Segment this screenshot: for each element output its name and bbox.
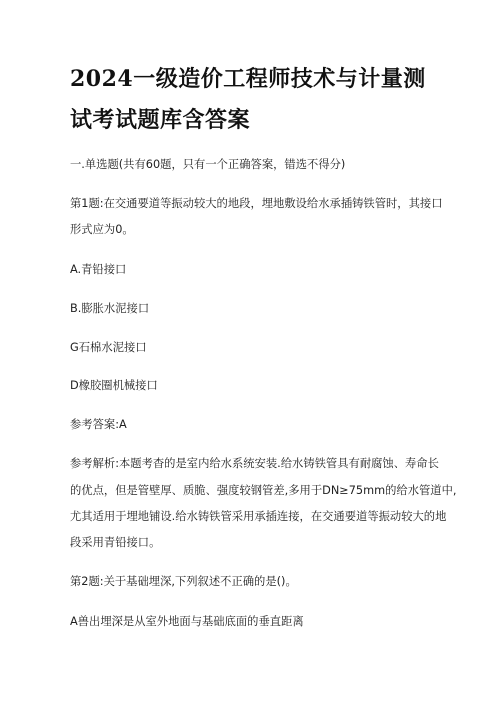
question-1-analysis-line-1: 参考解析:本题考杳的是室内给水系统安装.给水铸铁管具有耐腐蚀、寿命长 <box>70 457 439 470</box>
question-2-option-a: A兽出埋深是从室外地面与基础底面的垂直距离 <box>70 615 304 628</box>
question-1-option-a: A.青铅接口 <box>70 263 127 276</box>
section-heading: 一.单选题(共有60题，只有一个正确答案，错选不得分) <box>70 158 346 171</box>
document-title-line-1: 2024一级造价工程师技术与计量测 <box>70 66 426 92</box>
question-1-analysis-line-2: 的优点，但是管壁厚、质脆、强度较钢管差,多用于DN≥75mm的给水管道中, <box>70 484 457 497</box>
question-2-stem: 第2题:关于基础埋深,下列叙述不正确的是()。 <box>70 575 297 588</box>
question-1-option-d: D橡胶圈机械接口 <box>70 379 158 392</box>
question-1-analysis-line-4: 段采用青铅接口。 <box>70 536 161 549</box>
question-1-answer: 参考答案:A <box>70 418 127 431</box>
question-1-stem-line-2: 形式应为0。 <box>70 223 134 236</box>
question-1-analysis-line-3: 尤其适用于埋地铺设.给水铸铁管采用承插连接，在交通要道等振动较大的地 <box>70 510 447 523</box>
question-1-stem-line-1: 第1题:在交通要道等振动较大的地段，埋地敷设给水承插铸铁管时，其接口 <box>70 197 443 210</box>
question-1-option-b: B.膨胀水泥接口 <box>70 302 150 315</box>
document-title-line-2: 试考试题库含答案 <box>70 107 251 133</box>
question-1-option-c: G石棉水泥接口 <box>70 341 147 354</box>
